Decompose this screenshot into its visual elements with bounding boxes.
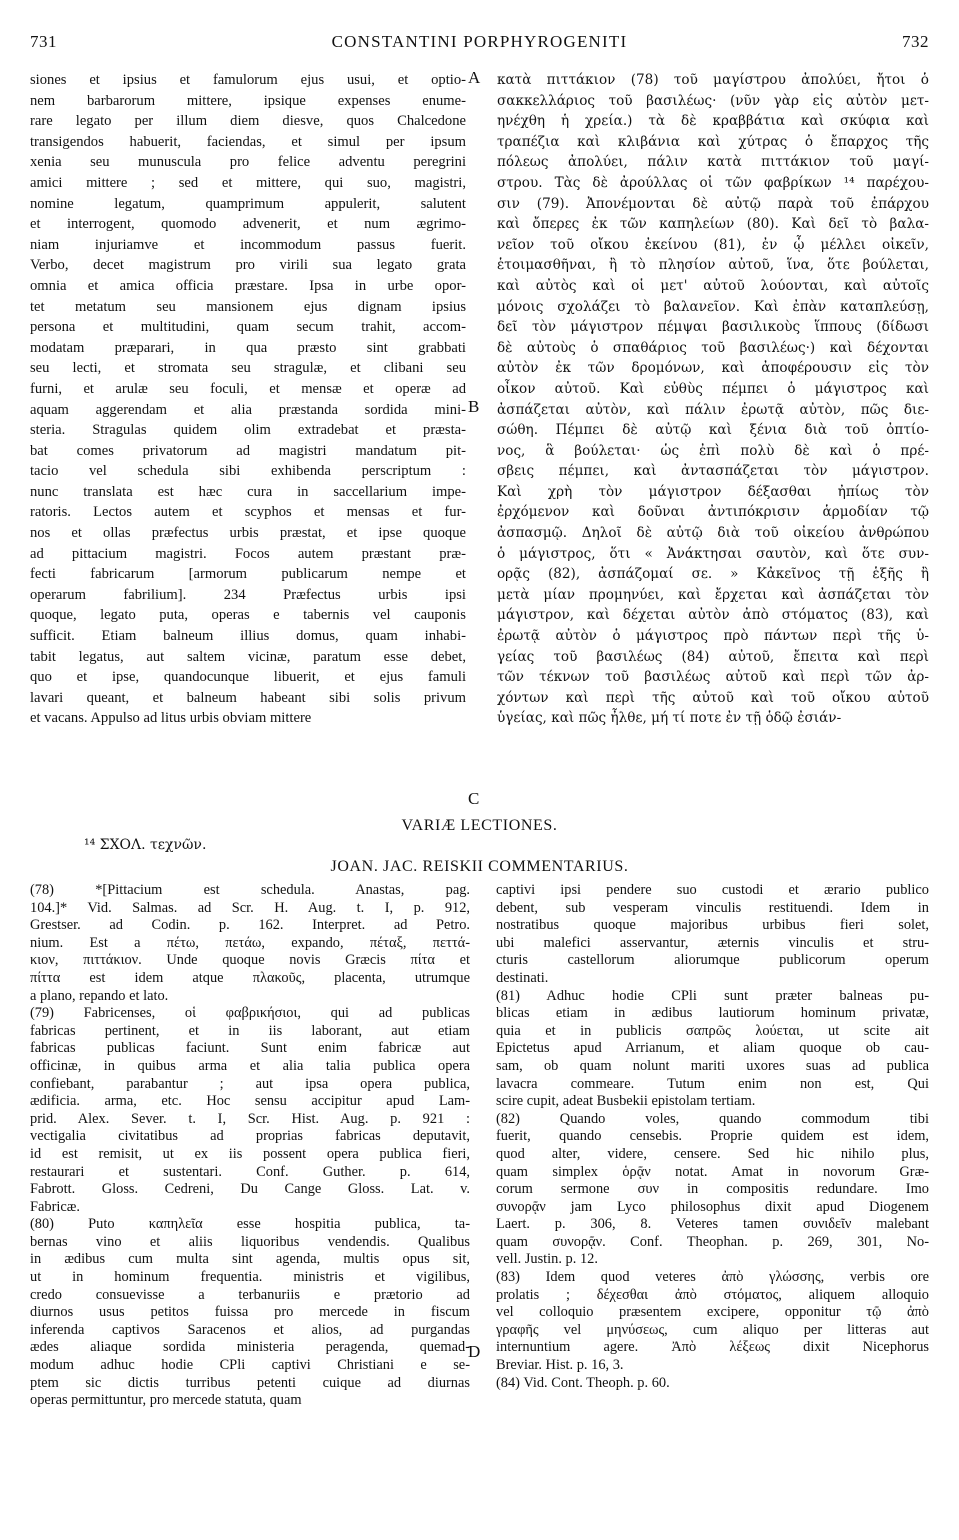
latin-text-line: quoque, legato puta, operas e tabernis vel cauponis [30, 607, 466, 624]
greek-text-line: μόνοις σχολάζει τὸ βαλανεῖον. Καὶ ἐπὰν καταπλεύσῃ, [497, 298, 929, 315]
commentary-line: ut in hominum frequentia. ministris et vigilibus, [30, 1269, 470, 1286]
commentary-line: operas permittuntur, pro mercede statuta, quam [30, 1392, 302, 1409]
latin-text-line: fecti fabricarum [armorum publicarum nempe et [30, 566, 466, 583]
commentary-line: diurnos usus petitos fuissa pro mercede in fiscum [30, 1304, 470, 1321]
page-number-right: 732 [902, 32, 929, 51]
commentary-line: (81) Adhuc hodie CPli sunt præter balneas pu- [496, 987, 929, 1004]
commentary-line: confiebant, parabantur ; aut ipsa opera publica, [30, 1075, 470, 1092]
commentary-line: a plano, repando et lato. [30, 987, 169, 1004]
latin-text-line: tacio vel schedula sibi exhibenda perscriptum : [30, 463, 466, 480]
section-marker-a: A [468, 68, 481, 87]
latin-text-line: ad pittacium magistri. Focos autem præstant præ- [30, 545, 466, 562]
commentary-line: internuntium agere. Ἀπὸ λέξεως dixit Nicephorus [496, 1339, 929, 1356]
commentary-line: vectigalia civitatibus ad proprias fabricas deputavit, [30, 1128, 470, 1145]
commentary-line: vell. Justin. p. 12. [496, 1251, 598, 1268]
commentary-line: quod alter, videre, censere. Sed hic nihilo plus, [496, 1145, 929, 1162]
commentary-line: fabricas publicas faciunt. Sunt enim fabricæ aut [30, 1040, 470, 1057]
latin-text-line: quo et ipse, quandocunque libuerit, et ejus famuli [30, 669, 466, 686]
commentary-line: (80) Puto καπηλεῖα esse hospitia publica, ta- [30, 1216, 470, 1233]
commentary-right-column [496, 882, 929, 1392]
greek-text-line: νεῖον τοῦ οἴκου ἐκείνου (81), ἐν ᾧ μέλλει οἰκεῖν, [497, 236, 929, 253]
commentary-line: Fabrott. Gloss. Cedreni, Du Cange Gloss. Lat. v. [30, 1181, 470, 1198]
commentary-line: debent, sub vesperam vinculis restituendi. Idem in [496, 899, 929, 916]
commentary-line: fabricas pertinent, et in iis laborant, aut etiam [30, 1022, 470, 1039]
commentary-line: restaurari et sustentari. Conf. Guther. p. 614, [30, 1163, 470, 1180]
greek-text-line: ἐρχόμενον καὶ δοῦναι ἀντιπόκρισιν ἁρμοδίαν τῷ [497, 504, 929, 521]
greek-text-line: σώθη. Πέμπει δὲ αὐτῷ καὶ ξένια διὰ τοῦ ὀπτίο- [497, 422, 929, 439]
commentary-line: κιον, πιττάκιον. Unde quoque novis Græcis πίτα et [30, 952, 470, 969]
greek-text-line: μάγιστρον, καὶ δέχεται αὐτὸν ἀπὸ στόματος (83), καὶ [497, 607, 929, 624]
commentary-line: (82) Quando voles, quando commodum tibi [496, 1110, 929, 1127]
commentary-line: corum sermone συν in compositis redundare. Imo [496, 1181, 929, 1198]
section-marker-c: C [468, 789, 480, 808]
latin-text-line: nos et ollas præfectus urbis præstat, et ipse quoque [30, 525, 466, 542]
commentary-line: bernas vino et aliis liquoribus vendendis. Qualibus [30, 1233, 470, 1250]
commentary-line: γραφῆς vel μηνύσεως, cum aliquo per litteras aut [496, 1321, 929, 1338]
latin-text-line: nunc translata est hæc cura in saccellarium impe- [30, 483, 466, 500]
greek-text-line: χόντων καὶ περὶ τῆς αὐτοῦ καὶ τοῦ οἴκου αὐτοῦ [497, 689, 929, 706]
commentary-line: Grestser. ad Codin. p. 162. Interpret. ad Petro. [30, 917, 470, 934]
greek-text-line: οἶκον αὐτοῦ. Καὶ εὐθὺς πέμπει ὁ μάγιστρος καὶ [497, 380, 929, 397]
greek-text-line: Καὶ χρὴ τὸν μάγιστρον δέξασθαι ἠπίως τὸν [497, 483, 929, 500]
commentary-line: scire cupit, adeat Busbekii epistolam tertiam. [496, 1093, 756, 1110]
page-number-left: 731 [30, 32, 57, 51]
commentary-line: ubi malefici asservantur, æternis vinculis et stru- [496, 934, 929, 951]
commentary-line: credo consuevisse a terbanuriis e prætorio ad [30, 1286, 470, 1303]
commentary-line: ædificia. arma, etc. Hoc sensu accipitur apud Lam- [30, 1093, 470, 1110]
latin-text-line: xenia seu munuscula pro felice adventu peregrini [30, 154, 466, 171]
latin-text-line: et interrogent, quomodo advenerit, et num ægrimo- [30, 216, 466, 233]
commentary-line: lavacra commeare. Tutum enim non est, Qui [496, 1075, 929, 1092]
latin-text-line: nem barbarorum mittere, ipsique expenses enume- [30, 92, 466, 109]
greek-text-line: καὶ ὄπερες ἐκ τῶν καπηλείων (80). Καὶ δεῖ τὸ βαλα- [497, 216, 929, 233]
commentary-line: ptem sic dictis turribus petenti cuique ad diurnas [30, 1374, 470, 1391]
commentary-line: Laert. p. 306, 8. Veteres tamen συνιδεῖν malebant [496, 1216, 929, 1233]
commentary-line: quia et in publicis σαπρῶς λούεται, ut scite ait [496, 1022, 929, 1039]
commentary-line: prolatis ; δέχεσθαι ἀπὸ στόματος, aliquem alloquio [496, 1286, 929, 1303]
latin-text-line: siones et ipsius et famulorum ejus usui, et optio- [30, 72, 466, 88]
latin-text-line: persona et multitudini, quam secum trahit, accom- [30, 319, 466, 336]
commentary-line: Epictetus apud Arrianum, et aliam quoque ob cau- [496, 1040, 929, 1057]
greek-text-line: ἀσπασμῷ. Δηλοῖ δὲ αὐτῷ διὰ τοῦ οἰκείου ἀνθρώπου [497, 525, 929, 542]
latin-text-line: modatam præparari, in qua præsto sint grabbati [30, 339, 466, 356]
greek-text-line: ἑτοιμασθῆναι, ἢ τὸ πλησίον αὐτοῦ, ἵνα, ὅτε βούλεται, [497, 257, 929, 274]
commentary-line: (84) Vid. Cont. Theoph. p. 60. [496, 1374, 670, 1391]
latin-text-line: steria. Stragulas quidem olim extradebat et præsta- [30, 422, 466, 439]
greek-text-line: ὁ μάγιστρος, ὅτι « Ἀνάκτησαι σαυτὸν, καὶ ὅτε συν- [497, 545, 929, 562]
commentary-line: (83) Idem quod veteres ἀπὸ γλώσσης, verbis ore [496, 1269, 929, 1286]
greek-text-line: αὐτὸν ἐκ τῶν δρομόνων, καὶ ἀποφέρουσιν εἰς τὸν [497, 360, 929, 377]
greek-text-line: σβεις πέμπει, καὶ ἀντασπάζεται τὸν μάγιστρον. [497, 463, 929, 480]
commentary-line: (78) *[Pittacium est schedula. Anastas, pag. [30, 882, 470, 898]
latin-text-line: niam injuriamve et incommodum passus fuerit. [30, 236, 466, 253]
page-header [30, 32, 929, 56]
latin-text-line: operarum fabrilium]. 234 Præfectus urbis ipsi [30, 586, 466, 603]
greek-text-line: τραπέζια καὶ κλιβάνια καὶ χύτρας ὁ ἔπαρχος τῆς [497, 133, 929, 150]
commentary-line: πίττα est idem atque πλακοῦς, placenta, utrumque [30, 969, 470, 986]
commentary-line: fuerit, quando censebis. Proprie quidem est idem, [496, 1128, 929, 1145]
latin-text-line: bat comes privatorum ad magistri mandatum pit- [30, 442, 466, 459]
greek-text-line: ορᾷς (82), ἀσπάζομαί σε. » Κἀκεῖνος τῇ ἑξῆς ἢ [497, 566, 929, 583]
commentary-heading: JOAN. JAC. REISKII COMMENTARIUS. [330, 858, 629, 875]
commentary-line: destinati. [496, 969, 549, 986]
greek-text-line: ὑγείας, καὶ πῶς ἦλθε, μή τί ποτε ἐν τῇ ὁδῷ ἐσιάν- [497, 710, 842, 727]
commentary-line: captivi ipsi pendere suo custodi et ærario publico [496, 882, 929, 898]
commentary-line: ædes aliaque sordida ministeria peragenda, quemad- [30, 1339, 470, 1356]
latin-text-line: rare legato per illum diem diesve, quos Chalcedone [30, 113, 466, 130]
latin-text-line: sufficit. Etiam balneum illius domus, quam inhabi- [30, 628, 466, 645]
greek-text-line: δὲ αὐτοὺς ὁ σπαθάριος τοῦ βασιλέως·) καὶ δέχονται [497, 339, 929, 356]
commentary-line: nium. Est a πέτω, πετάω, expando, πέταξ, πεττά- [30, 934, 470, 951]
greek-text-line: στρου. Τὰς δὲ ἀρούλλας οἱ τῶν φαβρίκων ¹⁴ παρέχου- [497, 174, 929, 191]
latin-text-line: omnia et amica officia præstare. Ipsa in urbe opor- [30, 277, 466, 294]
latin-text-line: aquam aggerendam et alia præstanda sordida mini- [30, 401, 466, 418]
latin-text-line: transigendos habuerit, faciendas, et simul per ipsum [30, 133, 466, 150]
commentary-line: 104.]* Vid. Salmas. ad Scr. H. Aug. t. I, p. 912, [30, 899, 470, 916]
commentary-line: Breviar. Hist. p. 16, 3. [496, 1357, 624, 1374]
greek-text-line: γείας τοῦ βασιλέως (84) αὐτοῦ, ἔπειτα καὶ περὶ [497, 648, 929, 665]
latin-text-line: nomine legatum, quamprimum appulerit, salutent [30, 195, 466, 212]
latin-text-column [30, 70, 466, 729]
greek-text-line: σιν (79). Ἀπονέμονται δὲ αὐτῷ παρὰ τοῦ ἐπάρχου [497, 195, 929, 212]
greek-text-line: μετὰ μίαν προμηνύει, καὶ ἔρχεται καὶ ἀσπάζεται τὸν [497, 586, 929, 603]
greek-text-line: τῶν τέκνων τοῦ βασιλέως αὐτοῦ καὶ περὶ τῶν ἀρ- [497, 669, 929, 686]
greek-text-line: καὶ αὐτὸς καὶ οἱ μετ' αὐτοῦ λούονται, καὶ αὐτοῖς [497, 277, 929, 294]
running-title: CONSTANTINI PORPHYROGENITI [331, 32, 628, 51]
latin-text-line: et vacans. Appulso ad litus urbis obviam mittere [30, 710, 312, 727]
latin-text-line: lavari queant, et balneum habeant sibi solis privum [30, 689, 466, 706]
scholion-note: ¹⁴ ΣΧΟΛ. τεχνῶν. [84, 837, 207, 853]
section-marker-b: B [468, 397, 480, 416]
commentary-line: blicas etiam in ædibus lautiorum hominum privatæ, [496, 1005, 929, 1022]
commentary-line: (79) Fabricenses, οἱ φαβρικήσιοι, qui ad publicas [30, 1005, 470, 1022]
variae-lectiones-heading: VARIÆ LECTIONES. [401, 817, 558, 834]
commentary-line: id est remisit, ut ex iis possent opera publica fieri, [30, 1145, 470, 1162]
section-marker-d: D [468, 1342, 481, 1361]
commentary-line: vel colloquio præsentem excipere, opponitur τῷ ἀπὸ [496, 1304, 929, 1321]
commentary-line: nostratibus quoque majoribus urbibus fieri solet, [496, 917, 929, 934]
greek-text-line: ἀσπάζεται αὐτὸν, καὶ πάλιν ἐρωτᾷ αὐτὸν, πῶς διε- [497, 401, 929, 418]
latin-text-line: ratoris. Lectos autem et scyphos et mensas et fur- [30, 504, 466, 521]
greek-text-line: κατὰ πιττάκιον (78) τοῦ μαγίστρου ἀπολύει, ἤτοι ὁ [497, 72, 929, 88]
latin-text-line: tet metatum seu mansionem ejus dignam ipsius [30, 298, 466, 315]
greek-text-line: ηνέχθη ἡ χρεία.) τὰ δὲ κραββάτια καὶ σκύφια καὶ [497, 113, 929, 130]
greek-text-line: πόλεως ἀπολύει, πάλιν κατὰ πιττάκιον τοῦ μαγί- [497, 154, 929, 171]
commentary-line: sam, ob quam nolunt mariti uxores suas ad publica [496, 1057, 929, 1074]
greek-text-line: δεῖ τὸν μάγιστρον πέμψαι βασιλικοὺς ἵππους (δίδωσι [497, 319, 929, 336]
commentary-line: in ædibus cum multa sint agenda, multis opus sit, [30, 1251, 470, 1268]
latin-text-line: seu lecti, et stromata seu stragulæ, et clibani seu [30, 360, 466, 377]
greek-text-line: ἐρωτᾷ αὐτὸν ὁ μάγιστρος πρὸ πάντων περὶ τῆς ὑ- [497, 628, 929, 645]
latin-text-line: tabit legatus, aut saltem vicinæ, paratum esse debet, [30, 648, 466, 665]
greek-text-line: νος, ἃ βούλεται· ὡς ἐπὶ πολὺ δὲ καὶ ὁ πρέ- [497, 442, 929, 459]
commentary-line: inferenda captivos Saracenos et alios, ad purgandas [30, 1321, 470, 1338]
commentary-line: cturis castellorum aliorumque publicorum operum [496, 952, 929, 969]
commentary-line: quam συνορᾷν. Conf. Theophan. p. 269, 301, No- [496, 1233, 929, 1250]
commentary-line: Fabricæ. [30, 1198, 80, 1215]
greek-text-line: σακκελλάριος τοῦ βασιλέως· (νῦν γὰρ εἰς αὐτὸν μετ- [497, 92, 929, 109]
latin-text-line: Verbo, decet magistrum pro virili sua legato grata [30, 257, 466, 274]
latin-text-line: amici mittere ; sed et mittere, qui suo, magistri, [30, 174, 466, 191]
commentary-line: modum adhuc hodie CPli captivi Christiani e se- [30, 1357, 470, 1374]
commentary-left-column [30, 882, 470, 1410]
commentary-line: συνορᾷν jam Lyco philosophus dixit apud Diogenem [496, 1198, 929, 1215]
commentary-line: quam simplex ὁρᾷν notat. Amat in novorum Græ- [496, 1163, 929, 1180]
latin-text-line: furni, et arulæ seu foculi, et mensæ et operæ ad [30, 380, 466, 397]
commentary-line: officinæ, in quibus arma et alia talia publica opera [30, 1057, 470, 1074]
greek-text-column [497, 70, 929, 729]
commentary-line: prid. Alex. Sever. t. I, Scr. Hist. Aug. p. 921 : [30, 1110, 470, 1127]
